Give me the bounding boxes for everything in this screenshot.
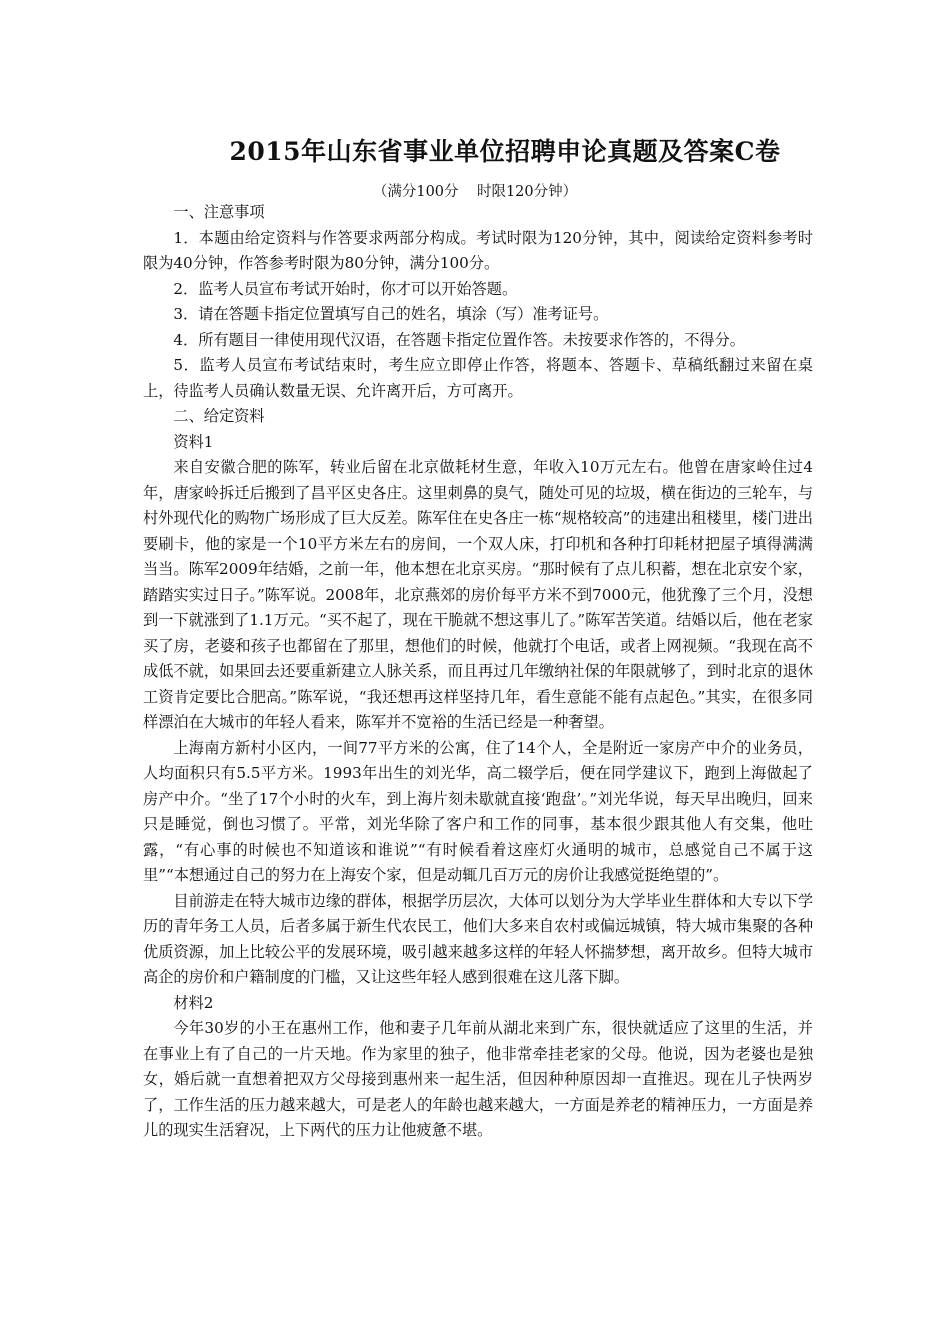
- material-heading: 资料1: [173, 432, 214, 451]
- paragraph: 4．所有题目一律使用现代汉语，在答题卡指定位置作答。未按要求作答的，不得分。: [173, 330, 745, 349]
- document-title: 2015年山东省事业单位招聘申论真题及答案C卷: [229, 137, 781, 166]
- paragraph: 今年30岁的小王在惠州工作，他和妻子几年前从湖北来到广东，很快就适应了这里的生活，并在事业上有了自己的一片天地。作为家里的独子，他非常牵挂老家的父母。他说，因为老婆也是独女，婚后就一直想着把双方父母接到惠州来一起生活，但因种种原因却一直推迟。现在儿子快两岁了，工作生活的压力越来越大，可是老人的年龄也越来越大，一方面是养老的精神压力，一方面是养儿的现实生活窘况，上下两代的压力让他疲惫不堪。: [143, 1019, 813, 1139]
- paragraph: 3．请在答题卡指定位置填写自己的姓名，填涂（写）准考证号。: [173, 305, 609, 323]
- document-body: [143, 200, 813, 1144]
- paragraph: 2．监考人员宣布考试开始时，你才可以开始答题。: [173, 279, 518, 298]
- paragraph: 来自安徽合肥的陈军，转业后留在北京做耗材生意，年收入10万元左右。他曾在唐家岭住过4年，唐家岭拆迁后搬到了昌平区史各庄。这里刺鼻的臭气，随处可见的垃圾，横在街边的三轮车，与村外现代化的购物广场形成了巨大反差。陈军住在史各庄一栋“规格较高”的违建出租楼里，楼门进出要刷卡，他的家是一个10平方米左右的房间，一个双人床，打印机和各种打印耗材把屋子填得满满当当。陈军2009年结婚，之前一年，他本想在北京买房。“那时候有了点儿积蓄，想在北京安个家，踏踏实实过日子。”陈军说。2008年，北京燕郊的房价每平方米不到7000元，他犹豫了三个月，没想到一下就涨到了1.1万元。“买不起了，现在干脆就不想这事儿了。”陈军苦笑道。结婚以后，他在老家买了房，老婆和孩子也都留在了那里，想他们的时候，他就打个电话，或者上网视频。“我现在高不成低不就，如果回去还要重新建立人脉关系，而且再过几年缴纳社保的年限就够了，到时北京的退休工资肯定要比合肥高。”陈军说，“我还想再这样坚持几年，看生意能不能有点起色。”其实，在很多同样漂泊在大城市的年轻人看来，陈军并不宽裕的生活已经是一种奢望。: [143, 458, 813, 731]
- document-subtitle: （满分100分 时限120分钟）: [372, 184, 578, 200]
- section-heading: 一、注意事项: [173, 203, 265, 221]
- material-heading: 材料2: [173, 993, 214, 1012]
- paragraph: 上海南方新村小区内，一间77平方米的公寓，住了14个人，全是附近一家房产中介的业务员，人均面积只有5.5平方米。1993年出生的刘光华，高二辍学后，便在同学建议下，跑到上海做起了房产中介。“坐了17个小时的火车，到上海片刻未歇就直接‘跑盘’。”刘光华说，每天早出晚归，回来只是睡觉，倒也习惯了。平常，刘光华除了客户和工作的同事，基本很少跟其他人有交集，他吐露，“有心事的时候也不知道该和谁说”“有时候看着这座灯火通明的城市，总感觉自己不属于这里”“本想通过自己的努力在上海安个家，但是动辄几百万元的房价让我感觉挺绝望的”。: [143, 738, 813, 884]
- paragraph: 1．本题由给定资料与作答要求两部分构成。考试时限为120分钟，其中，阅读给定资料参考时限为40分钟，作答参考时限为80分钟，满分100分。: [143, 228, 813, 272]
- paragraph: 目前游走在特大城市边缘的群体，根据学历层次，大体可以划分为大学毕业生群体和大专以下学历的青年务工人员，后者多属于新生代农民工，他们大多来自农村或偏远城镇，特大城市集聚的各种优质资源，加上比较公平的发展环境，吸引越来越多这样的年轻人怀揣梦想，离开故乡。但特大城市高企的房价和户籍制度的门槛，又让这些年轻人感到很难在这儿落下脚。: [143, 891, 813, 986]
- paragraph: 5．监考人员宣布考试结束时，考生应立即停止作答，将题本、答题卡、草稿纸翻过来留在桌上，待监考人员确认数量无误、允许离开后，方可离开。: [143, 356, 813, 400]
- section-heading: 二、给定资料: [173, 407, 265, 425]
